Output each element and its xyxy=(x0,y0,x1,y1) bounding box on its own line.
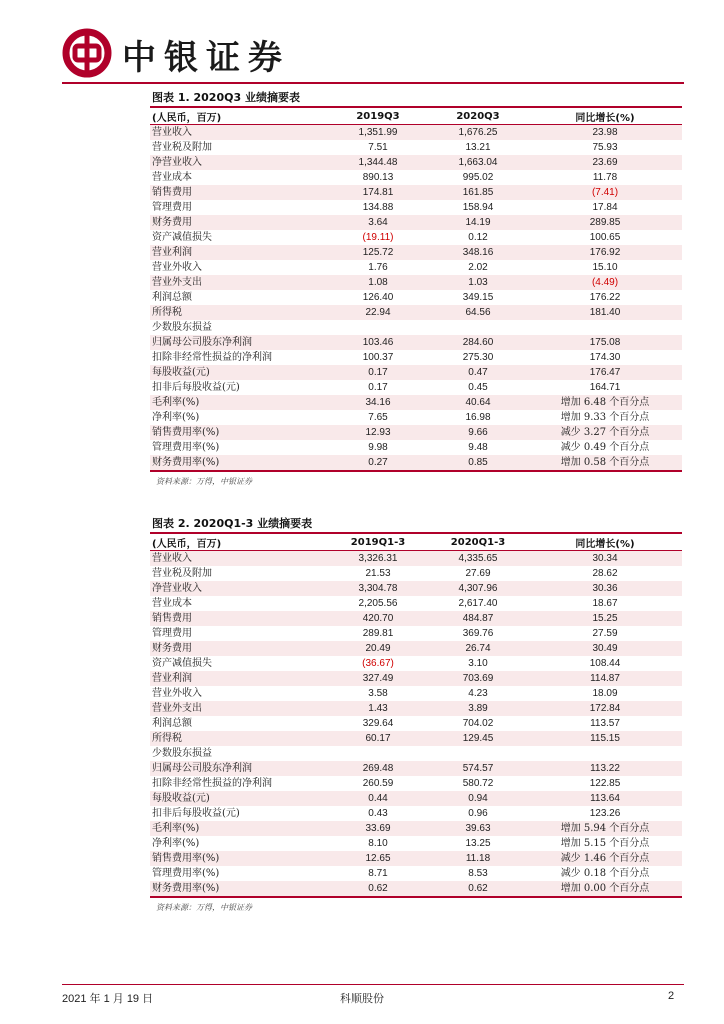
table-row xyxy=(150,230,682,245)
table-row xyxy=(150,791,682,806)
current-value: 129.45 xyxy=(428,731,528,746)
prior-value: 890.13 xyxy=(328,170,428,185)
current-value xyxy=(428,746,528,761)
prior-value: 60.17 xyxy=(328,731,428,746)
yoy-value: (4.49) xyxy=(528,275,682,290)
current-value: 574.57 xyxy=(428,761,528,776)
yoy-value: 减少 3.27 个百分点 xyxy=(528,425,682,440)
yoy-value: 18.67 xyxy=(528,596,682,611)
yoy-value: (7.41) xyxy=(528,185,682,200)
yoy-value: 30.49 xyxy=(528,641,682,656)
current-value: 0.45 xyxy=(428,380,528,395)
source-note: 资料来源：万得，中银证券 xyxy=(156,477,252,486)
prior-value: 327.49 xyxy=(328,671,428,686)
current-value: 8.53 xyxy=(428,866,528,881)
table-row xyxy=(150,365,682,380)
current-value: 284.60 xyxy=(428,335,528,350)
table-header-row xyxy=(150,108,682,125)
current-value: 3.10 xyxy=(428,656,528,671)
row-label: 财务费用 xyxy=(150,641,328,656)
yoy-value: 23.98 xyxy=(528,125,682,141)
yoy-value: 172.84 xyxy=(528,701,682,716)
current-value: 9.66 xyxy=(428,425,528,440)
prior-value: 1.76 xyxy=(328,260,428,275)
column-header-current: 2020Q1-3 xyxy=(428,534,528,551)
bank-of-china-logo-icon xyxy=(62,28,112,78)
prior-value: 126.40 xyxy=(328,290,428,305)
yoy-value: 增加 6.48 个百分点 xyxy=(528,395,682,410)
current-value: 161.85 xyxy=(428,185,528,200)
summary-table xyxy=(150,534,682,898)
current-value: 0.96 xyxy=(428,806,528,821)
prior-value: (36.67) xyxy=(328,656,428,671)
row-label: 营业收入 xyxy=(150,125,328,141)
prior-value: 7.65 xyxy=(328,410,428,425)
table-row xyxy=(150,866,682,881)
row-label: 财务费用 xyxy=(150,215,328,230)
prior-value: 21.53 xyxy=(328,566,428,581)
prior-value: 420.70 xyxy=(328,611,428,626)
row-label: 净利率(%) xyxy=(150,836,328,851)
current-value: 0.47 xyxy=(428,365,528,380)
table-row xyxy=(150,776,682,791)
row-label: 营业外收入 xyxy=(150,260,328,275)
table-row xyxy=(150,455,682,471)
current-value: 580.72 xyxy=(428,776,528,791)
current-value: 2.02 xyxy=(428,260,528,275)
table-row xyxy=(150,731,682,746)
current-value: 2,617.40 xyxy=(428,596,528,611)
table-row xyxy=(150,215,682,230)
current-value: 13.21 xyxy=(428,140,528,155)
row-label: 净营业收入 xyxy=(150,581,328,596)
yoy-value: 28.62 xyxy=(528,566,682,581)
prior-value xyxy=(328,320,428,335)
current-value: 995.02 xyxy=(428,170,528,185)
row-label: 归属母公司股东净利润 xyxy=(150,761,328,776)
row-label: 管理费用 xyxy=(150,200,328,215)
row-label: 毛利率(%) xyxy=(150,395,328,410)
prior-value: 12.93 xyxy=(328,425,428,440)
prior-value: 134.88 xyxy=(328,200,428,215)
table-row xyxy=(150,881,682,897)
row-label: 财务费用率(%) xyxy=(150,881,328,897)
current-value: 275.30 xyxy=(428,350,528,365)
table-row xyxy=(150,821,682,836)
row-label: 扣非后每股收益(元) xyxy=(150,380,328,395)
row-label: 每股收益(元) xyxy=(150,791,328,806)
yoy-value: 114.87 xyxy=(528,671,682,686)
row-label: 营业成本 xyxy=(150,596,328,611)
prior-value: 1,344.48 xyxy=(328,155,428,170)
yoy-value: 18.09 xyxy=(528,686,682,701)
table-row xyxy=(150,746,682,761)
current-value: 704.02 xyxy=(428,716,528,731)
yoy-value: 176.92 xyxy=(528,245,682,260)
row-label: 净营业收入 xyxy=(150,155,328,170)
row-label: 所得税 xyxy=(150,731,328,746)
table-row xyxy=(150,656,682,671)
yoy-value: 增加 0.00 个百分点 xyxy=(528,881,682,897)
row-label: 归属母公司股东净利润 xyxy=(150,335,328,350)
yoy-value: 108.44 xyxy=(528,656,682,671)
row-label: 资产减值损失 xyxy=(150,230,328,245)
yoy-value: 174.30 xyxy=(528,350,682,365)
current-value: 40.64 xyxy=(428,395,528,410)
header-divider xyxy=(62,82,684,84)
row-label: 营业外支出 xyxy=(150,701,328,716)
prior-value: 8.10 xyxy=(328,836,428,851)
row-label: 管理费用率(%) xyxy=(150,866,328,881)
yoy-value: 164.71 xyxy=(528,380,682,395)
yoy-value: 123.26 xyxy=(528,806,682,821)
table-row xyxy=(150,260,682,275)
row-label: 扣除非经常性损益的净利润 xyxy=(150,776,328,791)
prior-value: 33.69 xyxy=(328,821,428,836)
row-label: 利润总额 xyxy=(150,716,328,731)
prior-value: 260.59 xyxy=(328,776,428,791)
row-label: 营业外支出 xyxy=(150,275,328,290)
current-value: 4,307.96 xyxy=(428,581,528,596)
current-value: 11.18 xyxy=(428,851,528,866)
prior-value: 22.94 xyxy=(328,305,428,320)
row-label: 资产减值损失 xyxy=(150,656,328,671)
table-row xyxy=(150,626,682,641)
table-row xyxy=(150,851,682,866)
yoy-value: 增加 5.15 个百分点 xyxy=(528,836,682,851)
row-label: 净利率(%) xyxy=(150,410,328,425)
column-header-prior: 2019Q3 xyxy=(328,108,428,125)
yoy-value xyxy=(528,320,682,335)
page-number: 2 xyxy=(668,990,675,1002)
table-title: 图表 1. 2020Q3 业绩摘要表 xyxy=(150,90,682,108)
yoy-value: 15.25 xyxy=(528,611,682,626)
prior-value: 174.81 xyxy=(328,185,428,200)
summary-table-section-1 xyxy=(150,90,682,487)
yoy-value: 增加 9.33 个百分点 xyxy=(528,410,682,425)
prior-value: 103.46 xyxy=(328,335,428,350)
table-row xyxy=(150,140,682,155)
yoy-value: 增加 0.58 个百分点 xyxy=(528,455,682,471)
yoy-value: 30.34 xyxy=(528,551,682,567)
table-row xyxy=(150,335,682,350)
table-row xyxy=(150,596,682,611)
yoy-value: 115.15 xyxy=(528,731,682,746)
prior-value: 8.71 xyxy=(328,866,428,881)
current-value: 14.19 xyxy=(428,215,528,230)
prior-value: 0.43 xyxy=(328,806,428,821)
row-label: 营业成本 xyxy=(150,170,328,185)
prior-value: (19.11) xyxy=(328,230,428,245)
row-label: 管理费用率(%) xyxy=(150,440,328,455)
prior-value xyxy=(328,746,428,761)
row-label: 营业外收入 xyxy=(150,686,328,701)
current-value: 369.76 xyxy=(428,626,528,641)
row-label: 财务费用率(%) xyxy=(150,455,328,471)
current-value: 16.98 xyxy=(428,410,528,425)
table-row xyxy=(150,395,682,410)
yoy-value: 176.22 xyxy=(528,290,682,305)
table-row xyxy=(150,686,682,701)
row-label: 营业利润 xyxy=(150,245,328,260)
table-row xyxy=(150,566,682,581)
current-value: 1.03 xyxy=(428,275,528,290)
row-label: 每股收益(元) xyxy=(150,365,328,380)
prior-value: 3.58 xyxy=(328,686,428,701)
table-row xyxy=(150,716,682,731)
column-header-unit: (人民币，百万) xyxy=(150,534,328,551)
company-name: 科顺股份 xyxy=(340,992,384,1005)
column-header-current: 2020Q3 xyxy=(428,108,528,125)
yoy-value: 113.64 xyxy=(528,791,682,806)
table-row xyxy=(150,581,682,596)
table-header-row xyxy=(150,534,682,551)
yoy-value: 30.36 xyxy=(528,581,682,596)
current-value: 26.74 xyxy=(428,641,528,656)
column-header-yoy: 同比增长(%) xyxy=(528,534,682,551)
yoy-value: 175.08 xyxy=(528,335,682,350)
table-row xyxy=(150,806,682,821)
yoy-value: 289.85 xyxy=(528,215,682,230)
prior-value: 0.17 xyxy=(328,380,428,395)
column-header-prior: 2019Q1-3 xyxy=(328,534,428,551)
table-row xyxy=(150,275,682,290)
row-label: 扣除非经常性损益的净利润 xyxy=(150,350,328,365)
yoy-value: 113.57 xyxy=(528,716,682,731)
current-value: 64.56 xyxy=(428,305,528,320)
yoy-value: 75.93 xyxy=(528,140,682,155)
table-row xyxy=(150,350,682,365)
yoy-value: 17.84 xyxy=(528,200,682,215)
prior-value: 125.72 xyxy=(328,245,428,260)
row-label: 销售费用率(%) xyxy=(150,851,328,866)
prior-value: 0.27 xyxy=(328,455,428,471)
prior-value: 100.37 xyxy=(328,350,428,365)
row-label: 管理费用 xyxy=(150,626,328,641)
current-value: 348.16 xyxy=(428,245,528,260)
table-row xyxy=(150,836,682,851)
table-row xyxy=(150,170,682,185)
table-row xyxy=(150,611,682,626)
brand-name: 中银证券 xyxy=(122,38,290,78)
current-value: 1,676.25 xyxy=(428,125,528,141)
yoy-value: 113.22 xyxy=(528,761,682,776)
yoy-value: 减少 0.49 个百分点 xyxy=(528,440,682,455)
row-label: 销售费用 xyxy=(150,185,328,200)
current-value: 39.63 xyxy=(428,821,528,836)
row-label: 销售费用率(%) xyxy=(150,425,328,440)
current-value: 3.89 xyxy=(428,701,528,716)
current-value: 0.62 xyxy=(428,881,528,897)
prior-value: 329.64 xyxy=(328,716,428,731)
prior-value: 9.98 xyxy=(328,440,428,455)
table-row xyxy=(150,185,682,200)
report-date: 2021 年 1 月 19 日 xyxy=(62,993,154,1005)
prior-value: 0.62 xyxy=(328,881,428,897)
summary-table xyxy=(150,108,682,472)
row-label: 利润总额 xyxy=(150,290,328,305)
prior-value: 7.51 xyxy=(328,140,428,155)
current-value: 0.12 xyxy=(428,230,528,245)
column-header-yoy: 同比增长(%) xyxy=(528,108,682,125)
prior-value: 0.44 xyxy=(328,791,428,806)
table-row xyxy=(150,290,682,305)
yoy-value: 增加 5.94 个百分点 xyxy=(528,821,682,836)
row-label: 扣非后每股收益(元) xyxy=(150,806,328,821)
yoy-value: 减少 1.46 个百分点 xyxy=(528,851,682,866)
current-value: 0.85 xyxy=(428,455,528,471)
current-value xyxy=(428,320,528,335)
table-title: 图表 2. 2020Q1-3 业绩摘要表 xyxy=(150,516,682,534)
source-note: 资料来源：万得，中银证券 xyxy=(156,903,252,912)
current-value: 158.94 xyxy=(428,200,528,215)
row-label: 所得税 xyxy=(150,305,328,320)
table-row xyxy=(150,305,682,320)
current-value: 4,335.65 xyxy=(428,551,528,567)
table-row xyxy=(150,410,682,425)
footer-divider xyxy=(62,984,684,985)
current-value: 703.69 xyxy=(428,671,528,686)
prior-value: 289.81 xyxy=(328,626,428,641)
table-row xyxy=(150,440,682,455)
prior-value: 12.65 xyxy=(328,851,428,866)
row-label: 营业收入 xyxy=(150,551,328,567)
current-value: 9.48 xyxy=(428,440,528,455)
table-row xyxy=(150,641,682,656)
table-row xyxy=(150,701,682,716)
yoy-value: 减少 0.18 个百分点 xyxy=(528,866,682,881)
prior-value: 0.17 xyxy=(328,365,428,380)
prior-value: 34.16 xyxy=(328,395,428,410)
table-row xyxy=(150,320,682,335)
summary-table-section-2 xyxy=(150,516,682,913)
current-value: 1,663.04 xyxy=(428,155,528,170)
table-row xyxy=(150,551,682,567)
prior-value: 3.64 xyxy=(328,215,428,230)
current-value: 4.23 xyxy=(428,686,528,701)
row-label: 少数股东损益 xyxy=(150,746,328,761)
prior-value: 3,326.31 xyxy=(328,551,428,567)
yoy-value: 100.65 xyxy=(528,230,682,245)
prior-value: 20.49 xyxy=(328,641,428,656)
table-row xyxy=(150,155,682,170)
current-value: 484.87 xyxy=(428,611,528,626)
current-value: 0.94 xyxy=(428,791,528,806)
yoy-value: 11.78 xyxy=(528,170,682,185)
row-label: 少数股东损益 xyxy=(150,320,328,335)
current-value: 27.69 xyxy=(428,566,528,581)
yoy-value xyxy=(528,746,682,761)
prior-value: 1.43 xyxy=(328,701,428,716)
yoy-value: 27.59 xyxy=(528,626,682,641)
yoy-value: 15.10 xyxy=(528,260,682,275)
yoy-value: 181.40 xyxy=(528,305,682,320)
table-row xyxy=(150,761,682,776)
row-label: 营业税及附加 xyxy=(150,140,328,155)
prior-value: 269.48 xyxy=(328,761,428,776)
table-row xyxy=(150,425,682,440)
yoy-value: 23.69 xyxy=(528,155,682,170)
prior-value: 2,205.56 xyxy=(328,596,428,611)
row-label: 毛利率(%) xyxy=(150,821,328,836)
table-row xyxy=(150,671,682,686)
current-value: 13.25 xyxy=(428,836,528,851)
report-header xyxy=(62,28,682,82)
table-row xyxy=(150,125,682,141)
table-row xyxy=(150,200,682,215)
row-label: 销售费用 xyxy=(150,611,328,626)
table-row xyxy=(150,380,682,395)
prior-value: 1.08 xyxy=(328,275,428,290)
row-label: 营业利润 xyxy=(150,671,328,686)
prior-value: 3,304.78 xyxy=(328,581,428,596)
column-header-unit: (人民币，百万) xyxy=(150,108,328,125)
yoy-value: 176.47 xyxy=(528,365,682,380)
table-row xyxy=(150,245,682,260)
current-value: 349.15 xyxy=(428,290,528,305)
prior-value: 1,351.99 xyxy=(328,125,428,141)
yoy-value: 122.85 xyxy=(528,776,682,791)
row-label: 营业税及附加 xyxy=(150,566,328,581)
